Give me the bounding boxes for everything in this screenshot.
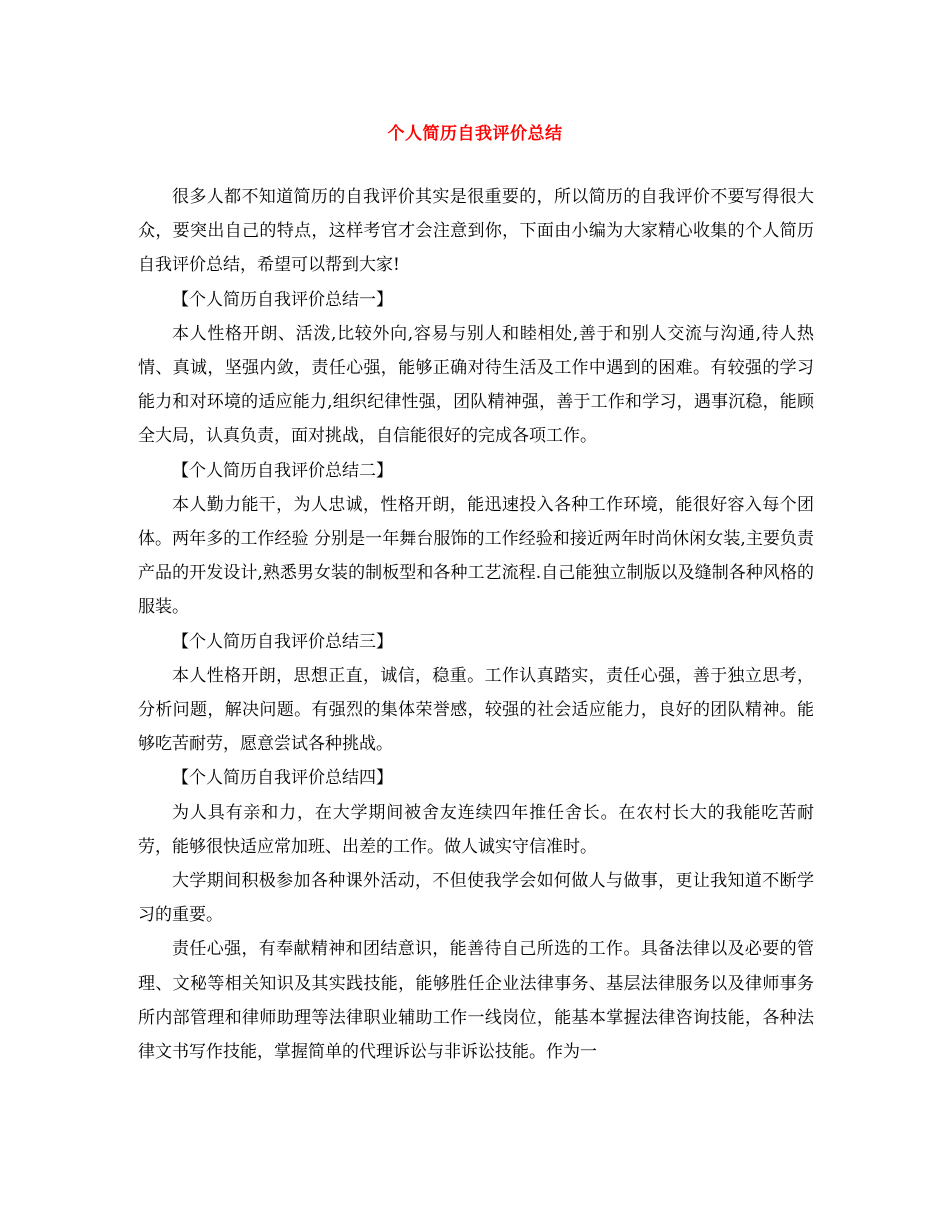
section-4-paragraph-2: 大学期间积极参加各种课外活动，不但使我学会如何做人与做事，更让我知道不断学习的重要。 [138, 871, 814, 926]
section-4-paragraph-1: 为人具有亲和力，在大学期间被舍友连续四年推任舍长。在农村长大的我能吃苦耐劳，能够很快适应常加班、出差的工作。做人诚实守信准时。 [138, 802, 814, 857]
document-body [138, 180, 814, 1069]
document-title: 个人简历自我评价总结 [387, 124, 563, 144]
section-heading-3: 【个人简历自我评价总结三】 [172, 631, 393, 652]
section-1-paragraph-1: 本人性格开朗、活泼,比较外向,容易与别人和睦相处,善于和别人交流与沟通,待人热情、真诚，坚强内敛，责任心强，能够正确对待生活及工作中遇到的困难。有较强的学习能力和对环境的适应能力,组织纪律性强，团队精神强，善于工作和学习，遇事沉稳，能顾全大局，认真负责，面对挑战，自信能很好的完成各项工作。 [138, 323, 814, 447]
intro-paragraph: 很多人都不知道简历的自我评价其实是很重要的，所以简历的自我评价不要写得很大众，要突出自己的特点，这样考官才会注意到你，下面由小编为大家精心收集的个人简历自我评价总结，希望可以帮到大家! [138, 187, 814, 276]
section-2-paragraph-1: 本人勤力能干，为人忠诚，性格开朗，能迅速投入各种工作环境，能很好容入每个团体。两年多的工作经验 分别是一年舞台服饰的工作经验和接近两年时尚休闲女装,主要负责产品的开发设计,熟悉男女装的制板型和各种工艺流程.自己能独立制版以及缝制各种风格的服装。 [138, 494, 814, 618]
section-3-paragraph-1: 本人性格开朗，思想正直，诚信，稳重。工作认真踏实，责任心强，善于独立思考，分析问题，解决问题。有强烈的集体荣誉感，较强的社会适应能力，良好的团队精神。能够吃苦耐劳，愿意尝试各种挑战。 [138, 665, 814, 755]
section-4-paragraph-3: 责任心强，有奉献精神和团结意识，能善待自己所选的工作。具备法律以及必要的管理、文秘等相关知识及其实践技能，能够胜任企业法律事务、基层法律服务以及律师事务所内部管理和律师助理等法律职业辅助工作一线岗位，能基本掌握法律咨询技能，各种法律文书写作技能，掌握简单的代理诉讼与非诉讼技能。作为一 [138, 939, 814, 1063]
section-heading-1: 【个人简历自我评价总结一】 [172, 289, 393, 310]
section-heading-4: 【个人简历自我评价总结四】 [172, 768, 393, 789]
section-heading-2: 【个人简历自我评价总结二】 [172, 460, 393, 481]
